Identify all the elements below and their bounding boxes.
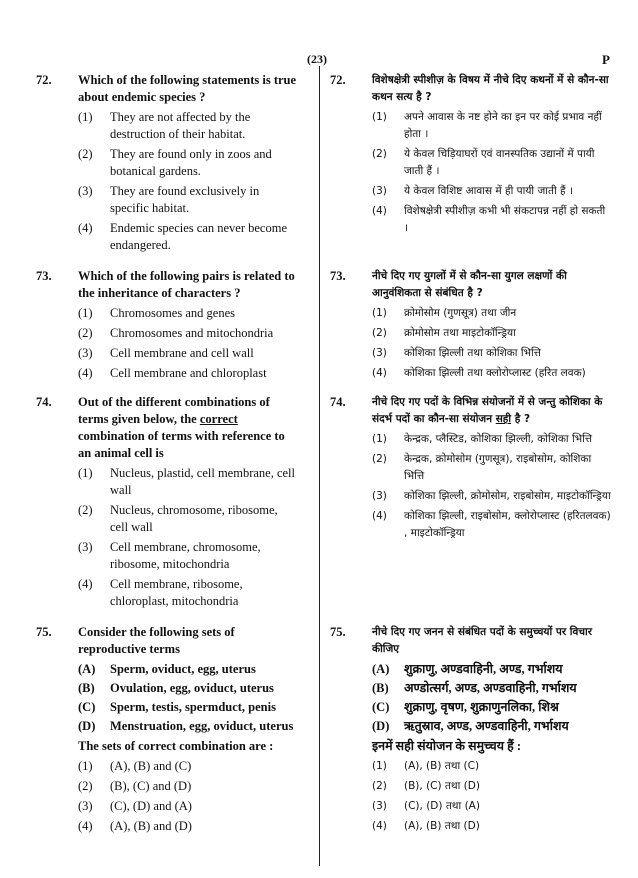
stem-part: Out of the different combinations of terms given below, the	[78, 395, 270, 426]
term-set	[78, 680, 298, 697]
option-text: अपने आवास के नष्ट होने का इन पर कोई प्रभाव नहीं होता ।	[404, 111, 602, 140]
option-text: (A), (B) तथा (C)	[404, 760, 480, 772]
option	[78, 465, 298, 499]
option-text: Nucleus, chromosome, ribosome, cell wall	[110, 503, 278, 534]
option-number: (2)	[372, 453, 387, 465]
option-text: Chromosomes and genes	[110, 306, 235, 320]
term-set-text: ऋतुस्राव, अण्ड, अण्डवाहिनी, गर्भाशय	[404, 719, 569, 733]
question-number: 73.	[330, 269, 346, 283]
option-number: (3)	[78, 184, 93, 198]
option-text: (C), (D) तथा (A)	[404, 800, 480, 812]
option	[78, 109, 298, 143]
option	[372, 109, 612, 143]
option	[78, 539, 298, 573]
term-set	[78, 699, 298, 716]
option	[372, 778, 612, 795]
option-text: They are found only in zoos and botanical gardens.	[110, 147, 272, 178]
option-number: (3)	[78, 799, 93, 813]
option-number: (3)	[372, 185, 387, 197]
option	[372, 758, 612, 775]
term-set	[78, 718, 298, 735]
term-set	[372, 661, 612, 678]
option	[372, 508, 612, 542]
option-number: (4)	[78, 366, 93, 380]
term-set-text: Menstruation, egg, oviduct, uterus	[110, 719, 294, 733]
stem-part: है ?	[514, 413, 531, 425]
question-73-hindi	[330, 268, 612, 385]
option-number: (1)	[372, 433, 387, 445]
option-number: (3)	[78, 540, 93, 554]
question-number: 74.	[36, 395, 52, 409]
option-text: Cell membrane and chloroplast	[110, 366, 267, 380]
option-number: (2)	[372, 148, 387, 160]
question-stem	[78, 394, 298, 462]
option	[372, 451, 612, 485]
question-stem: Which of the following pairs is related to the inheritance of characters ?	[78, 269, 295, 300]
stem-underlined-word: correct	[199, 412, 238, 426]
option-text: (B), (C) तथा (D)	[404, 780, 480, 792]
term-set-label: (A)	[78, 662, 96, 676]
term-set-text: Sperm, testis, spermduct, penis	[110, 700, 276, 714]
question-number: 72.	[330, 73, 346, 87]
option-number: (3)	[372, 800, 387, 812]
option-number: (2)	[78, 779, 93, 793]
option-text: केन्द्रक, प्लैस्टिड, कोशिका झिल्ली, कोशिका भित्ति	[404, 433, 593, 445]
option	[372, 146, 612, 180]
term-set	[372, 680, 612, 697]
question-number: 73.	[36, 269, 52, 283]
page-number: (23)	[307, 52, 327, 66]
option	[372, 798, 612, 815]
option	[78, 778, 298, 795]
option	[78, 758, 298, 775]
option-number: (2)	[372, 780, 387, 792]
option-text: (B), (C) and (D)	[110, 779, 192, 793]
question-72-english	[36, 72, 298, 257]
term-set-text: शुक्राणु, वृषण, शुक्राणुनलिका, शिश्न	[404, 700, 559, 714]
option-text: (A), (B) and (C)	[110, 759, 192, 773]
option-text: क्रोमोसोम तथा माइटोकॉन्ड्रिया	[404, 327, 516, 339]
option-text: क्रोमोसोम (गुणसूत्र) तथा जीन	[404, 307, 517, 319]
option-text: Chromosomes and mitochondria	[110, 326, 274, 340]
option-number: (4)	[372, 820, 387, 832]
option-text: विशेषक्षेत्री स्पीशीज़ कभी भी संकटापन्न नहीं हो सकती ।	[404, 205, 606, 234]
term-set-label: (B)	[372, 681, 389, 695]
option-number: (2)	[78, 326, 93, 340]
term-set-label: (A)	[372, 662, 390, 676]
term-set-text: Sperm, oviduct, egg, uterus	[110, 662, 256, 676]
option-text: (A), (B) and (D)	[110, 819, 192, 833]
term-set-text: Ovulation, egg, oviduct, uterus	[110, 681, 274, 695]
option-number: (1)	[78, 110, 93, 124]
option-text: (C), (D) and (A)	[110, 799, 192, 813]
option-text: They are found exclusively in specific habitat.	[110, 184, 260, 215]
option-number: (2)	[372, 327, 387, 339]
option	[78, 576, 298, 610]
option	[372, 305, 612, 322]
question-number: 74.	[330, 395, 346, 409]
question-75-hindi	[330, 624, 612, 838]
option	[372, 431, 612, 448]
option-number: (4)	[372, 367, 387, 379]
option-number: (3)	[78, 346, 93, 360]
sub-question: इनमें सही संयोजन के समुच्चय हैं :	[372, 739, 522, 753]
option	[372, 325, 612, 342]
option-number: (1)	[78, 306, 93, 320]
option-number: (3)	[372, 490, 387, 502]
option-number: (4)	[78, 221, 93, 235]
option	[78, 502, 298, 536]
term-set-label: (D)	[78, 719, 96, 733]
term-set-label: (D)	[372, 719, 390, 733]
option-number: (2)	[78, 147, 93, 161]
option-number: (4)	[372, 205, 387, 217]
stem-underlined-word: सही	[495, 413, 512, 425]
option	[372, 818, 612, 835]
option-number: (1)	[78, 759, 93, 773]
option-number: (4)	[372, 510, 387, 522]
column-divider	[319, 66, 320, 866]
question-stem: नीचे दिए गए जनन से संबंधित पदों के समुच्चयों पर विचार कीजिए	[372, 626, 593, 655]
option	[78, 146, 298, 180]
question-stem: नीचे दिए गए युगलों में से कौन-सा युगल लक्षणों की आनुवंशिकता से संबंधित है ?	[372, 270, 567, 299]
question-number: 75.	[330, 625, 346, 639]
question-stem: विशेषक्षेत्री स्पीशीज़ के विषय में नीचे दिए कथनों में से कौन-सा कथन सत्य है ?	[372, 74, 609, 103]
option	[372, 345, 612, 362]
option-text: कोशिका झिल्ली, राइबोसोम, क्लोरोप्लास्ट (हरितलवक) , माइटोकॉन्ड्रिया	[404, 510, 611, 539]
option-text: ये केवल विशिष्ट आवास में ही पायी जाती हैं ।	[404, 185, 573, 197]
question-75-english	[36, 624, 298, 838]
option-number: (1)	[372, 760, 387, 772]
sub-question: The sets of correct combination are :	[78, 739, 274, 753]
option	[372, 183, 612, 200]
option-number: (1)	[372, 111, 387, 123]
term-set-label: (C)	[78, 700, 96, 714]
option-number: (1)	[372, 307, 387, 319]
question-number: 75.	[36, 625, 52, 639]
question-stem	[372, 394, 612, 428]
term-set	[372, 718, 612, 735]
term-set-text: शुक्राणु, अण्डवाहिनी, अण्ड, गर्भाशय	[404, 662, 563, 676]
option	[78, 305, 298, 322]
question-stem: Which of the following statements is true about endemic species ?	[78, 73, 297, 104]
option	[78, 345, 298, 362]
option-number: (4)	[78, 819, 93, 833]
option	[372, 365, 612, 382]
question-74-hindi	[330, 394, 612, 545]
question-73-english	[36, 268, 298, 385]
option	[78, 183, 298, 217]
question-number: 72.	[36, 73, 52, 87]
option	[372, 203, 612, 237]
option-number: (1)	[78, 466, 93, 480]
option-text: They are not affected by the destruction of their habitat.	[110, 110, 251, 141]
option	[372, 488, 612, 505]
question-72-hindi	[330, 72, 612, 240]
option-number: (3)	[372, 347, 387, 359]
question-74-english	[36, 394, 298, 613]
option-text: केन्द्रक, क्रोमोसोम (गुणसूत्र), राइबोसोम, कोशिका भित्ति	[404, 453, 592, 482]
option-text: Cell membrane, ribosome, chloroplast, mitochondria	[110, 577, 243, 608]
option	[78, 818, 298, 835]
question-stem: Consider the following sets of reproductive terms	[78, 625, 235, 656]
option-text: कोशिका झिल्ली तथा क्लोरोप्लास्ट (हरित लवक)	[404, 367, 586, 379]
option-text: Endemic species can never become endangered.	[110, 221, 287, 252]
stem-part: combination of terms with reference to an animal cell is	[78, 429, 285, 460]
option-number: (4)	[78, 577, 93, 591]
option-text: ये केवल चिड़ियाघरों एवं वानस्पतिक उद्यानों में पायी जाती हैं ।	[404, 148, 595, 177]
option	[78, 220, 298, 254]
option-text: (A), (B) तथा (D)	[404, 820, 480, 832]
term-set-text: अण्डोत्सर्ग, अण्ड, अण्डवाहिनी, गर्भाशय	[404, 681, 577, 695]
option-number: (2)	[78, 503, 93, 517]
option-text: Cell membrane, chromosome, ribosome, mitochondria	[110, 540, 261, 571]
option	[78, 798, 298, 815]
term-set-label: (C)	[372, 700, 390, 714]
question-set-letter: P	[602, 52, 610, 67]
option-text: Cell membrane and cell wall	[110, 346, 254, 360]
term-set	[78, 661, 298, 678]
term-set	[372, 699, 612, 716]
stem-part: नीचे दिए गए पदों के विभिन्न संयोजनों में से जन्तु कोशिका के संदर्भ पदों का कौन-सा संयोजन	[372, 396, 603, 425]
option-text: कोशिका झिल्ली, क्रोमोसोम, राइबोसोम, माइटोकॉन्ड्रिया	[404, 490, 611, 502]
term-set-label: (B)	[78, 681, 95, 695]
option-text: Nucleus, plastid, cell membrane, cell wall	[110, 466, 296, 497]
option	[78, 325, 298, 342]
option	[78, 365, 298, 382]
option-text: कोशिका झिल्ली तथा कोशिका भित्ति	[404, 347, 541, 359]
